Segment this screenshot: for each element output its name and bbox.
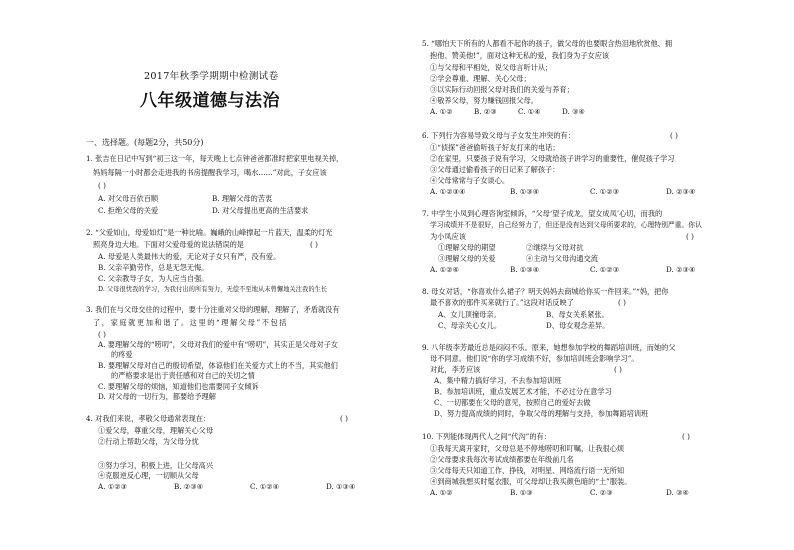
option-b: B. ①③: [510, 488, 533, 497]
option-b: B、母女关系紧张。: [546, 310, 609, 319]
question-text: 9. 八年级李芳最近总是闷闷不乐。原来，她想参加学校的舞蹈培训班，而她的父: [422, 343, 676, 352]
statement-1: ①理解父母的期望: [438, 243, 496, 252]
option-d: D、努力提高成绩的同时，争取父母的理解与支持，参加舞蹈培训班: [434, 409, 649, 418]
question-text: 了，家庭就更加和谐了。这里的“理解父母”不包括: [93, 318, 289, 327]
option-d: D. ③④: [666, 488, 689, 497]
option-c: C. 要理解父母的烦恼，知道他们也需要同子女倾诉: [98, 382, 259, 391]
question-text: 6. 下列行为容易导致父母与子女发生冲突的有：: [422, 131, 575, 140]
option-c: C. 父亲教导子女，为人应当自强。: [98, 274, 209, 283]
option-c: C. ①④: [518, 107, 541, 116]
statement-4: ④父母常常与子女谈心。: [430, 176, 510, 185]
question-text: 母不同意。他们说“你的学习成绩不好，参加培训班会影响学习”。: [430, 354, 639, 363]
answer-blank: ( ): [682, 432, 690, 441]
option-a: A. ①②: [430, 488, 453, 497]
question-text: 对此，李芳应该: [430, 365, 481, 374]
question-text: 4. 对我们来说，孝敬父母通常表现在：: [86, 414, 211, 423]
statement-3: ③父母每天只知道工作、挣钱，对明星、网络流行语一无所知: [430, 466, 625, 475]
statement-1: ①爱父母，尊重父母，理解关心父母: [98, 426, 214, 435]
option-b: B. 理解父母的苦衷: [212, 194, 273, 203]
section-title: 一、选择题。(每题2分，共50分): [86, 138, 204, 147]
statement-4: ④到商城我想买时髦衣服，可父母却让我买颜色暗的“土”服装。: [430, 477, 632, 486]
option-a: A. ①②③: [98, 482, 128, 491]
statement-2: ②学会尊重、理解、关心父母；: [430, 74, 531, 83]
question-text: 8. 母女对话，“你喜欢什么裙子？明天妈妈去商城给你买一件回来。”“妈，把你: [422, 287, 669, 296]
statement-4: ④克服逆反心理，一切顺从父母: [98, 471, 199, 480]
statement-3: ③以实际行动回报父母对我们的关爱与养育；: [430, 85, 574, 94]
option-b: B. ①③④: [510, 187, 540, 196]
statement-3: ③理解父母的关爱: [438, 254, 496, 263]
answer-blank: ( ): [686, 232, 694, 241]
option-c: C、一切都要在父母的意见，按照自己的爱好去做: [434, 398, 591, 407]
statement-4: ④敬养父母，努力赚钱回报父母。: [430, 96, 538, 105]
statement-2: ②继续与父母对抗: [526, 243, 584, 252]
question-text: 5. “哪怕天下所有的人都看不起你的孩子，做父母的也要眼含热泪地欣赏他、拥: [422, 39, 673, 48]
option-c: C. 拒绝父母的关爱: [98, 206, 159, 215]
question-text: 照亮身边大地。下面对父爱母爱的说法错误的是: [93, 240, 244, 249]
option-a-cont: 的疼爱: [111, 350, 133, 359]
answer-blank: ( ): [98, 181, 106, 190]
option-c: C. ①②③: [590, 265, 620, 274]
question-text: 学习成绩并不是很好，自己经努力了，但还是没有达到父母所要求的，心理特别严重。你认: [430, 221, 702, 229]
option-b: B. ②③④: [174, 482, 204, 491]
question-text: 7. 中学生小凤到心理咨询室倾诉，“父母‘望子成龙，望女成凤’心切，而我的: [422, 209, 663, 218]
option-d: D. ③④: [562, 107, 585, 116]
option-b: B. ②③: [474, 107, 497, 116]
option-d: D、母女观念差异。: [546, 321, 610, 330]
option-c: C. ①②③: [590, 187, 620, 196]
statement-3: ③父母通过偷看孩子的日记来了解孩子：: [430, 165, 560, 174]
answer-blank: ( ): [618, 298, 626, 307]
option-d: D. ②③④: [666, 265, 696, 274]
statement-4: ④主动与父母沟通交流: [526, 254, 598, 263]
question-text: 1. 张吉在日记中写到“初三这一年，每天晚上七点钟爸爸都准时把家里电视关掉，: [86, 154, 344, 163]
option-a: A. 母爱是人类最伟大的爱，无论对子女只有严，没有爱。: [98, 252, 281, 261]
option-d: D. 父母很忧我的学习，为我付出的所有努力，无偿不至地从未曾懈地关注我的生长: [98, 286, 328, 293]
statement-2: ②父母要求我每次考试成绩都要在年级前几名: [430, 455, 574, 464]
exam-header: 2017年秋季学期期中检测试卷: [144, 71, 279, 82]
option-d: D. ②③④: [666, 187, 696, 196]
statement-1: ①我每天离开家时，父母总是不停地唠叨和叮嘱，让我很心烦: [430, 444, 625, 453]
answer-blank: ( ): [98, 330, 106, 339]
statement-1: ①与父母和平相处，说父母言听计从；: [430, 63, 553, 72]
option-a: A、集中精力搞好学习，不去参加培训班: [434, 376, 562, 385]
question-text: 2. “父爱如山，母爱如灯”是一种比喻。巍峨的山峰撑起一片蓝天，温柔的灯光: [86, 228, 333, 237]
question-text: 妈妈每隔一小时都会走进我的书房提醒我学习，喝水……”对此，子女应该: [93, 168, 327, 177]
option-a: A. ①②③④: [430, 187, 466, 196]
option-b: B. ①③④: [510, 265, 540, 274]
statement-1: ①“侦探”爸爸偷听孩子好友打来的电话；: [430, 143, 560, 152]
statement-2: ②在家里，只要孩子说有学习，父母就给孩子讲学习的重要性，催促孩子学习: [430, 154, 675, 163]
option-b: B、参加培训班，重点发展艺术才能，不必过分在意学习: [434, 387, 612, 396]
question-text: 为小凤应该: [430, 232, 466, 241]
option-a: A. ①②: [430, 107, 453, 116]
option-a: A. 要理解父母的“唠叨”，父母对我们的爱中有“唠叨”，其实正是父母对子女: [98, 340, 339, 349]
question-text: 10. 下列能体现两代人之间“代沟”的有：: [422, 432, 551, 441]
option-b: B. 父亲辛勤劳作，总是无怨无悔。: [98, 263, 209, 272]
answer-blank: ( ): [670, 131, 678, 140]
statement-3: ③努力学习，积极上进，让父母高兴: [98, 461, 214, 470]
option-a: A、女儿顶撞母亲。: [438, 310, 501, 319]
statement-2: ②行动上帮助父母，为父母分忧: [98, 437, 199, 446]
option-b: B. 要理解父母对自己的殷切希望，体谅他们在关爱方式上的不当，其实他们: [98, 361, 338, 370]
option-d: D. ①③④: [326, 482, 356, 491]
option-a: A. 对父母百依百顺: [98, 194, 159, 203]
answer-blank: ( ): [310, 240, 318, 249]
question-text: 最不喜欢的那件买来就行了。”这段对话反映了: [430, 298, 574, 307]
option-a: A. ①②④: [430, 265, 460, 274]
answer-blank: ( ): [340, 414, 348, 423]
option-b-cont: 的严格要求是出于责任感和对自己的关切之情: [111, 371, 255, 380]
subject-title: 八年级道德与法治: [140, 91, 280, 111]
option-c: C. ①②④: [250, 482, 280, 491]
option-d: D. 对父母提出更高的生活要求: [212, 206, 309, 215]
question-text: 抱他、赞美他!”，面对这种无私的爱，我们身为子女应该: [430, 51, 610, 60]
option-c: C、母亲关心女儿。: [438, 321, 502, 330]
option-c: C. ②③: [590, 488, 613, 497]
option-d: D. 对父母的一切行为，都要给予理解: [98, 392, 216, 401]
question-text: 3. 我们在与父母交往的过程中，要十分注重对父母的理解，理解了，矛盾就没有: [86, 305, 340, 314]
answer-blank: ( ): [614, 365, 622, 374]
